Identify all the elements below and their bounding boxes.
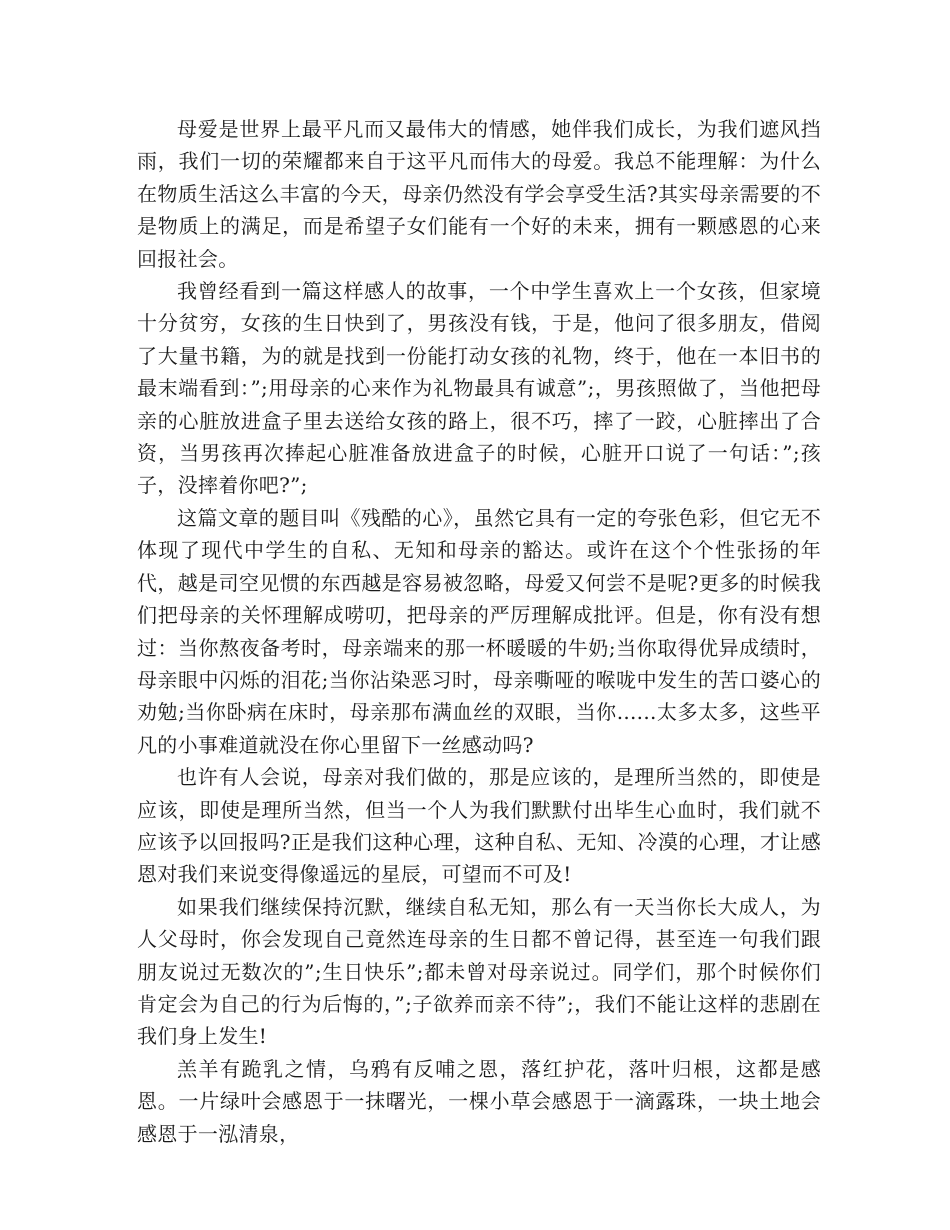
paragraph-4: 也许有人会说，母亲对我们做的，那是应该的，是理所当然的，即使是应该，即使是理所当然，但当一个人为我们默默付出毕生心血时，我们就不应该予以回报吗?正是我们这种心理，这种自私、无知、冷漠的心理，才让感恩对我们来说变得像遥远的星辰，可望而不可及!	[137, 765, 821, 887]
paragraph-2: 我曾经看到一篇这样感人的故事，一个中学生喜欢上一个女孩，但家境十分贫穷，女孩的生日快到了，男孩没有钱，于是，他问了很多朋友，借阅了大量书籍，为的就是找到一份能打动女孩的礼物，终于，他在一本旧书的最末端看到：”;用母亲的心来作为礼物最具有诚意”;，男孩照做了，当他把母亲的心脏放进盒子里去送给女孩的路上，很不巧，摔了一跤，心脏摔出了合资，当男孩再次捧起心脏准备放进盒子的时候，心脏开口说了一句话：”;孩子，没摔着你吧?”;	[137, 279, 821, 498]
paragraph-5: 如果我们继续保持沉默，继续自私无知，那么有一天当你长大成人，为人父母时，你会发现自己竟然连母亲的生日都不曾记得，甚至连一句我们跟朋友说过无数次的”;生日快乐”;都未曾对母亲说过。同学们，那个时候你们肯定会为自己的行为后悔的，”;子欲养而亲不待”;，我们不能让这样的悲剧在我们身上发生!	[137, 894, 821, 1049]
paragraph-3: 这篇文章的题目叫《残酷的心》，虽然它具有一定的夸张色彩，但它无不体现了现代中学生的自私、无知和母亲的豁达。或许在这个个性张扬的年代，越是司空见惯的东西越是容易被忽略，母爱又何尝不是呢?更多的时候我们把母亲的关怀理解成唠叨，把母亲的严厉理解成批评。但是，你有没有想过：当你熬夜备考时，母亲端来的那一杯暖暖的牛奶;当你取得优异成绩时，母亲眼中闪烁的泪花;当你沾染恶习时，母亲嘶哑的喉咙中发生的苦口婆心的劝勉;当你卧病在床时，母亲那布满血丝的双眼，当你......太多太多，这些平凡的小事难道就没在你心里留下一丝感动吗?	[137, 505, 821, 757]
document-body	[137, 113, 821, 1150]
paragraph-6: 羔羊有跪乳之情，乌鸦有反哺之恩，落红护花，落叶归根，这都是感恩。一片绿叶会感恩于一抹曙光，一棵小草会感恩于一滴露珠，一块土地会感恩于一泓清泉，	[137, 1056, 821, 1146]
paragraph-1: 母爱是世界上最平凡而又最伟大的情感，她伴我们成长，为我们遮风挡雨，我们一切的荣耀都来自于这平凡而伟大的母爱。我总不能理解：为什么在物质生活这么丰富的今天，母亲仍然没有学会享受生活?其实母亲需要的不是物质上的满足，而是希望子女们能有一个好的未来，拥有一颗感恩的心来回报社会。	[137, 117, 821, 271]
